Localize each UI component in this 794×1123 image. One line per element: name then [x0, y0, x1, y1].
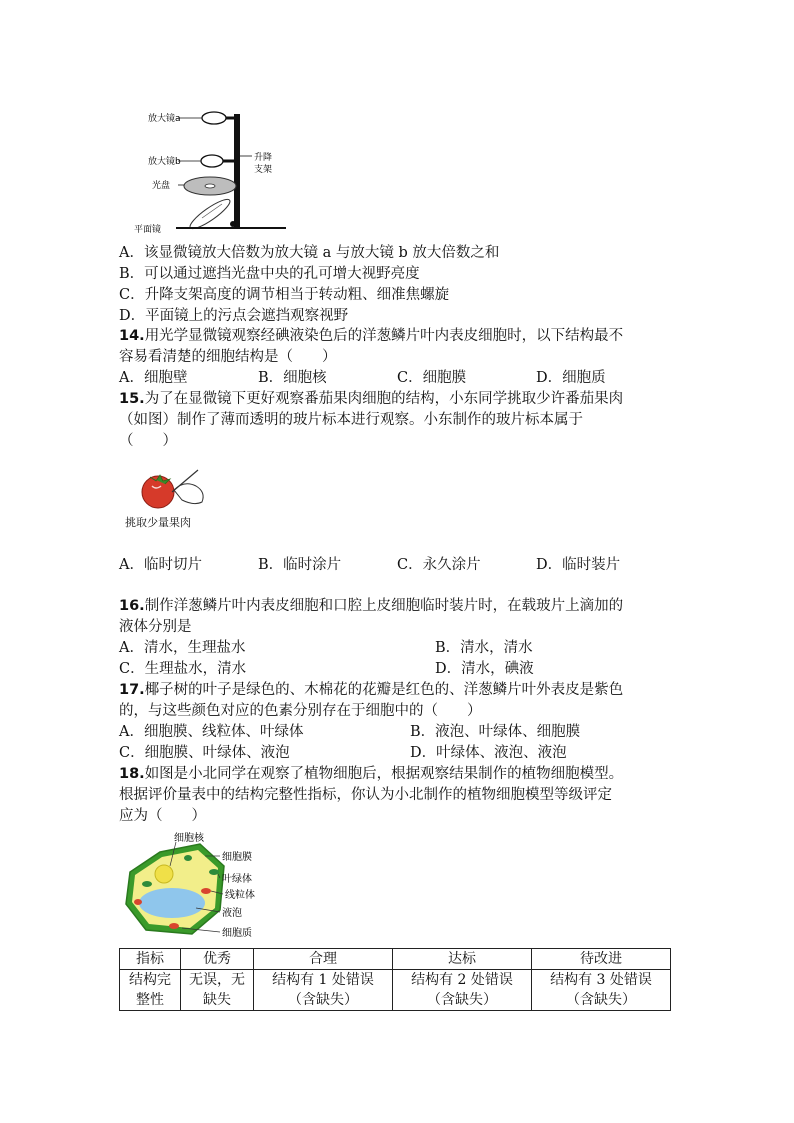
cell-line: 结构有 2 处错误	[411, 972, 513, 988]
table-header: 指标	[120, 949, 181, 970]
q18-stem-line2: 根据评价量表中的结构完整性指标，你认为小北制作的植物细胞模型等级评定	[119, 787, 612, 803]
q14-option-c: C．细胞膜	[397, 370, 467, 386]
label-magnifier-a: 放大镜a	[148, 114, 181, 124]
q16-stem-text1: 制作洋葱鳞片叶内表皮细胞和口腔上皮细胞临时装片时，在载玻片上滴加的	[144, 598, 624, 614]
label-disc: 光盘	[152, 181, 171, 191]
label-vacuole: 液泡	[222, 908, 242, 919]
q18-number: 18.	[119, 766, 145, 782]
cell-line: 无误，无	[189, 972, 245, 988]
q14-number: 14.	[119, 328, 145, 344]
label-chloroplast: 叶绿体	[222, 874, 252, 885]
label-magnifier-b: 放大镜b	[148, 157, 181, 167]
stand-pole	[234, 114, 240, 228]
q18-stem-line1	[119, 764, 623, 785]
q18-stem-line3: 应为（ ）	[119, 808, 206, 824]
plant-cell-figure	[120, 830, 280, 942]
q13-option-d: D．平面镜上的污点会遮挡观察视野	[119, 308, 349, 324]
label-mitochondrion: 线粒体	[225, 890, 255, 901]
q17-stem-text1: 椰子树的叶子是绿色的、木棉花的花瓣是红色的、洋葱鳞片叶外表皮是紫色	[144, 682, 624, 698]
cell-line: 结构完	[129, 972, 171, 988]
q15-option-a: A．临时切片	[119, 557, 202, 573]
tomato	[142, 476, 174, 508]
table-header: 达标	[393, 949, 532, 970]
q15-option-b: B．临时涂片	[258, 557, 342, 573]
label-stand-2: 支架	[254, 165, 273, 175]
q18-stem-text1: 如图是小北同学在观察了植物细胞后，根据观察结果制作的植物细胞模型。	[144, 766, 624, 782]
microscope-figure	[134, 106, 288, 235]
q17-option-b: B．液泡、叶绿体、细胞膜	[410, 724, 581, 740]
chloroplast-3	[184, 855, 192, 861]
q15-stem-text1: 为了在显微镜下更好观察番茄果肉细胞的结构，小东同学挑取少许番茄果肉	[144, 391, 624, 407]
q17-stem-line1	[119, 680, 623, 701]
q13-option-a: A．该显微镜放大倍数为放大镜 a 与放大镜 b 放大倍数之和	[119, 245, 500, 261]
q16-option-c: C．生理盐水，清水	[119, 661, 247, 677]
mitochondrion-2	[169, 923, 179, 929]
evaluation-table	[119, 948, 671, 1011]
table-header: 优秀	[181, 949, 254, 970]
mitochondrion-1	[201, 888, 211, 894]
q13-option-b: B．可以通过遮挡光盘中央的孔可增大视野亮度	[119, 266, 420, 282]
cell-line: （含缺失）	[427, 992, 497, 1008]
q15-number: 15.	[119, 391, 145, 407]
q15-option-d: D．临时装片	[536, 557, 621, 573]
magnifier-b	[201, 155, 223, 167]
table-header: 合理	[254, 949, 393, 970]
q17-option-a: A．细胞膜、线粒体、叶绿体	[119, 724, 304, 740]
table-row	[120, 970, 671, 1011]
cell-line: 结构有 1 处错误	[272, 972, 374, 988]
q17-option-d: D．叶绿体、液泡、液泡	[410, 745, 567, 761]
q13-option-c: C．升降支架高度的调节相当于转动粗、细准焦螺旋	[119, 287, 450, 303]
label-stand-1: 升降	[254, 153, 273, 163]
q15-stem-line1	[119, 389, 623, 410]
q16-option-d: D．清水，碘液	[435, 661, 534, 677]
table-cell-pass	[393, 970, 532, 1011]
q16-number: 16.	[119, 598, 145, 614]
q14-option-a: A．细胞壁	[119, 370, 188, 386]
q14-option-d: D．细胞质	[536, 370, 606, 386]
chloroplast-1	[209, 869, 219, 875]
label-mirror: 平面镜	[134, 225, 162, 235]
q17-number: 17.	[119, 682, 145, 698]
q17-stem-line2: 的，与这些颜色对应的色素分别存在于细胞中的（ ）	[119, 703, 482, 719]
cell-line: 整性	[136, 992, 164, 1008]
q16-option-b: B．清水，清水	[435, 640, 533, 656]
chloroplast-2	[142, 881, 152, 887]
q14-stem-line2: 容易看清楚的细胞结构是（ ）	[119, 349, 337, 365]
q15-stem-line3: （ ）	[119, 433, 177, 449]
label-nucleus: 细胞核	[174, 833, 204, 844]
table-header: 待改进	[532, 949, 671, 970]
q16-stem-line1	[119, 596, 623, 617]
magnifier-a	[202, 112, 226, 124]
table-header-row	[120, 949, 671, 970]
q15-stem-line2: （如图）制作了薄而透明的玻片标本进行观察。小东制作的玻片标本属于	[119, 412, 583, 428]
table-cell-excellent	[181, 970, 254, 1011]
q14-stem-text1: 用光学显微镜观察经碘液染色后的洋葱鳞片叶内表皮细胞时，以下结构最不	[144, 328, 624, 344]
tomato-figure	[138, 466, 218, 510]
q14-stem-line1	[119, 326, 623, 347]
table-cell-improve	[532, 970, 671, 1011]
tomato-caption: 挑取少量果肉	[125, 516, 191, 529]
cell-line: （含缺失）	[566, 992, 636, 1008]
q14-option-b: B．细胞核	[258, 370, 327, 386]
label-cytoplasm: 细胞质	[222, 928, 252, 939]
q17-option-c: C．细胞膜、叶绿体、液泡	[119, 745, 290, 761]
cell-line: （含缺失）	[288, 992, 358, 1008]
q15-option-c: C．永久涂片	[397, 557, 481, 573]
table-cell-criterion	[120, 970, 181, 1011]
nucleus	[155, 865, 173, 883]
cell-line: 缺失	[203, 992, 231, 1008]
table-cell-reasonable	[254, 970, 393, 1011]
vacuole	[139, 888, 205, 918]
mitochondrion-3	[134, 899, 142, 905]
q16-option-a: A．清水，生理盐水	[119, 640, 246, 656]
label-membrane: 细胞膜	[222, 852, 252, 863]
cell-line: 结构有 3 处错误	[550, 972, 652, 988]
q16-stem-line2: 液体分别是	[119, 619, 192, 635]
